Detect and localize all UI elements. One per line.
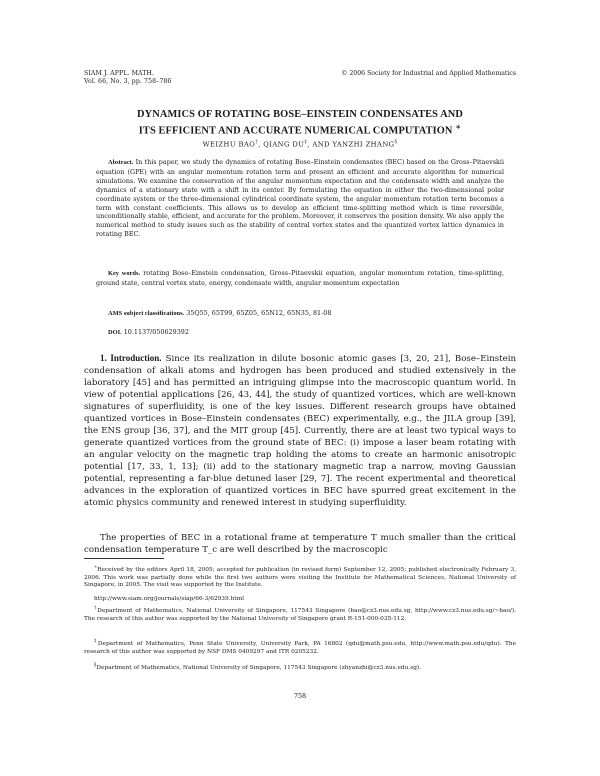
footnote-divider (84, 558, 164, 559)
footnote-1: ∗Received by the editors April 18, 2005; accepted for publication (in revised form) September 12, 2005; published electronically February 3, 2006. This work was partially done while the first two authors were visiting the Institute for Mathematical Sciences, National University of Singapore, in 2005. The visit was supported by the Institute. (84, 565, 516, 589)
keywords-text: rotating Bose–Einstein condensation, Gross–Pitaevskii equation, angular momentum rotation, time-splitting, ground state, central vortex state, energy, condensate width, angular momentum expectation (96, 269, 504, 287)
abstract-label: Abstract. (108, 159, 134, 166)
footnote-2: †Department of Mathematics, National University of Singapore, 117543 Singapore (bao@cz3.nus.edu.sg, http://www.cz3.nus.edu.sg/~bao/). The research of this author was supported by the National University of Singapore grant R-151-000-035-112. (84, 606, 516, 622)
copyright-notice: © 2006 Society for Industrial and Applied Mathematics (341, 70, 516, 77)
intro-text-1: Since its realization in dilute bosonic atomic gases [3, 20, 21], Bose–Einstein condensation of alkali atoms and hydrogen has been produced and studied extensively in the laboratory [45] and has permitted an intriguing glimpse into the macroscopic quantum world. In view of potential applications [26, 43, 44], the study of quantized vortices, which are well-known signatures of superfluidity, is one of the key issues. Different research groups have obtained quantized vortices in Bose–Einstein condensates (BEC) experimentally, e.g., the JILA group [39], the ENS group [36, 37], and the MIT group [45]. Currently, there are at least two typical ways to generate quantized vortices from the ground state of BEC: (i) impose a laser beam rotating with an angular velocity on the magnetic trap holding the atoms to create an harmonic anisotropic potential [17, 33, 1, 13]; (ii) add to the stationary magnetic trap a narrow, moving Gaussian potential, representing a far-blue detuned laser [29, 7]. The recent experimental and theoretical advances in the exploration of quantized vortices in BEC have spurred great excitement in the atomic physics community and renewed interest in studying superfluidity. (84, 354, 516, 508)
keywords (96, 269, 504, 288)
introduction-paragraph-1 (84, 352, 516, 509)
paper-title (84, 108, 516, 137)
doi-text: 10.1137/050629392 (123, 328, 189, 336)
author-1: WEIZHU BAO (202, 140, 256, 149)
keywords-label: Key words. (108, 270, 141, 277)
journal-volume: Vol. 66, No. 3, pp. 758–786 (84, 78, 172, 85)
journal-name: SIAM J. APPL. MATH. (84, 70, 155, 77)
footnote-1-url[interactable]: http://www.siam.org/journals/siap/66-3/62939.html (94, 596, 244, 602)
title-footnote-mark: ∗ (455, 123, 462, 131)
doi-label: DOI. (108, 329, 122, 336)
page-number: 758 (293, 692, 307, 700)
footnote-3: ‡Department of Mathematics, Penn State University, University Park, PA 16802 (qdu@math.psu.edu, http://www.math.psu.edu/qdu). The research of this author was supported by NSF DMS 0409297 and ITR 0205232. (84, 639, 517, 655)
ams-text: 35Q55, 65T99, 65Z05, 65N12, 65N35, 81-08 (186, 309, 332, 317)
abstract-text: In this paper, we study the dynamics of rotating Bose–Einstein condensates (BEC) based on the Gross–Pitaevskii equation (GPE) with an angular momentum rotation term and present an efficient and accurate algorithm for numerical simulations. We examine the conservation of the angular momentum expectation and the condensate width and analyze the dynamics of a stationary state with a shift in its center. By formulating the equation in either the two-dimensional polar coordinate system or the three-dimensional cylindrical coordinate system, the angular momentum rotation term becomes a term with constant coefficients. This allows us to develop an efficient time-splitting method which is time reversible, unconditionally stable, efficient, and accurate for the problem. Moreover, it conserves the position density. We also apply the numerical method to study issues such as the stability of central vortex states and the quantized vortex lattice dynamics in rotating BEC. (96, 158, 504, 239)
title-line-1: DYNAMICS OF ROTATING BOSE–EINSTEIN CONDENSATES AND (137, 109, 463, 120)
author-2: QIANG DU (263, 140, 305, 149)
section-heading: 1. Introduction. (100, 353, 162, 363)
ams-classifications (96, 309, 504, 319)
doi (96, 328, 504, 338)
author-3: YANZHI ZHANG (332, 140, 395, 149)
introduction-paragraph-2: The properties of BEC in a rotational frame at temperature T much smaller than the critical condensation temperature T_c are well described by the macroscopic (84, 533, 516, 555)
journal-header (84, 70, 171, 86)
title-line-2: ITS EFFICIENT AND ACCURATE NUMERICAL COMPUTATION ∗ (138, 123, 462, 137)
author-list: WEIZHU BAO†, QIANG DU‡, AND YANZHI ZHANG§ (202, 139, 398, 149)
footnote-4: §Department of Mathematics, National University of Singapore, 117543 Singapore (zhyanzhi@cz3.nus.edu.sg). (94, 663, 422, 671)
abstract (96, 158, 504, 239)
ams-label: AMS subject classifications. (108, 310, 185, 317)
